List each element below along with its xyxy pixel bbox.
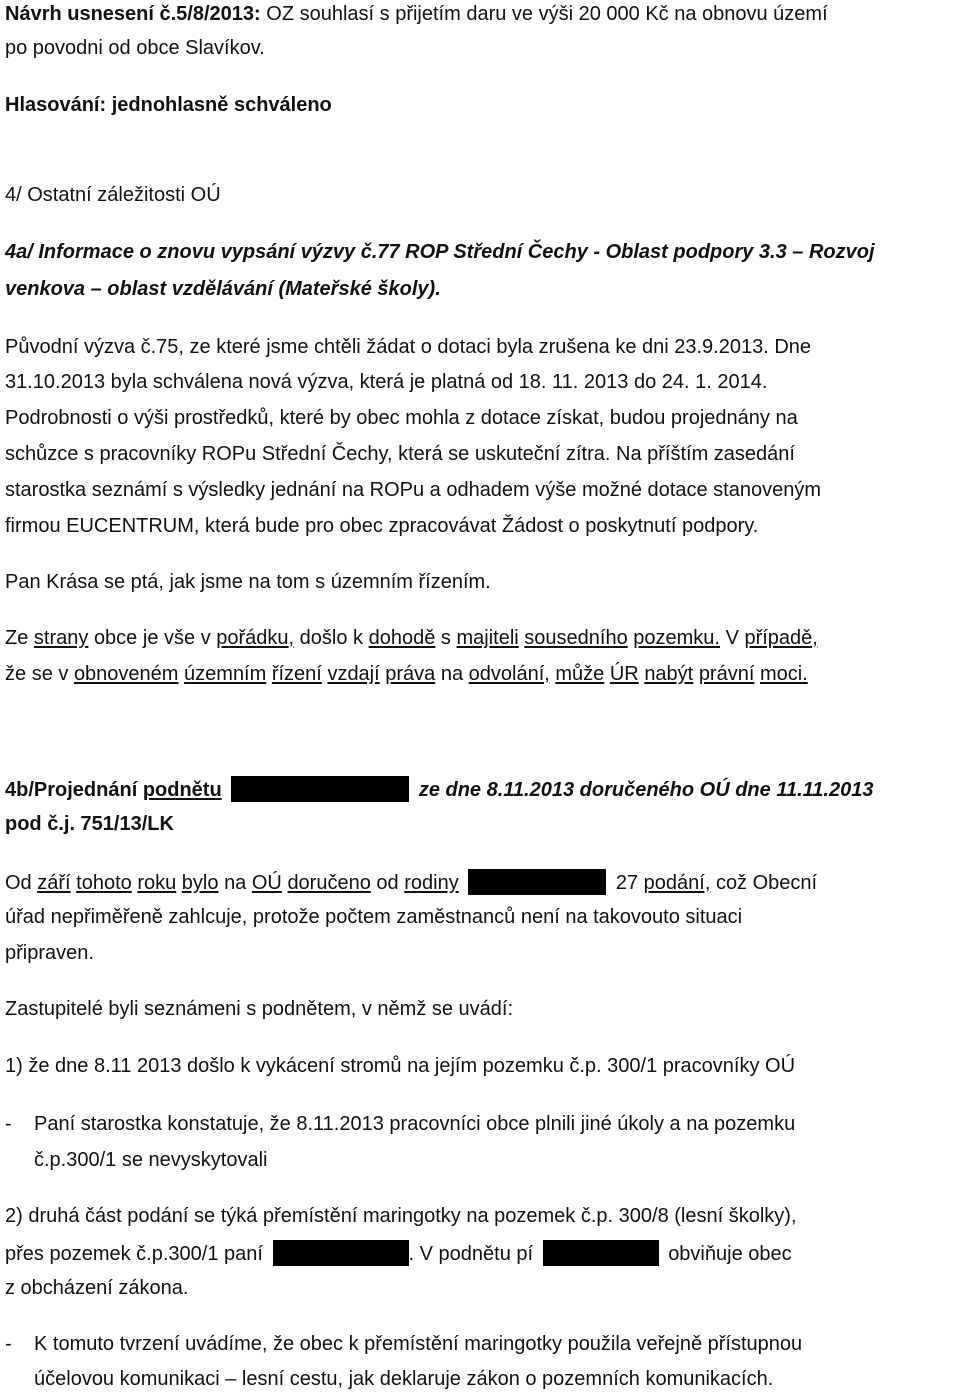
underlined-word: případě, xyxy=(744,627,818,649)
paragraph-line: Původní výzva č.75, ze které jsme chtěli žádat o dotaci byla zrušena ke dni 23.9.2013. Dne xyxy=(5,336,812,358)
resolution-label: Návrh usnesení č.5/8/2013: xyxy=(5,3,261,25)
dash-marker: - xyxy=(5,1333,12,1355)
underlined-word: práva xyxy=(385,663,436,685)
underlined-word: odvolání, xyxy=(468,663,550,685)
underlined-word: září xyxy=(37,872,71,894)
underlined-word: právní xyxy=(698,663,755,685)
underlined-word: územním xyxy=(184,663,267,685)
underlined-word: sousedního xyxy=(524,627,628,649)
paragraph-line xyxy=(5,869,817,895)
redaction-block xyxy=(231,776,409,802)
dash-item-line: Paní starostka konstatuje, že 8.11.2013 pracovníci obce plnili jiné úkoly a na pozemku xyxy=(34,1113,796,1135)
redaction-block xyxy=(543,1240,659,1266)
redaction-block xyxy=(273,1240,409,1266)
section-4a-heading-line-2: venkova – oblast vzdělávání (Mateřské školy). xyxy=(5,278,441,300)
underlined-word: obnoveném xyxy=(73,663,179,685)
resolution-text: OZ souhlasí s přijetím daru ve výši 20 000 Kč na obnovu území xyxy=(260,3,828,25)
underlined-word: pořádku, xyxy=(216,627,295,649)
section-4b-heading-start: 4b/Projednání podnětu xyxy=(5,779,222,801)
underlined-word: moci. xyxy=(759,663,808,685)
paragraph-line: starostka seznámí s výsledky jednání na ROPu a odhadem výše možné dotace stanoveným xyxy=(5,479,821,501)
vote-result: Hlasování: jednohlasně schváleno xyxy=(5,94,332,116)
underlined-word: ÚR xyxy=(609,663,639,685)
section-4a-heading-line-1: 4a/ Informace o znovu vypsání výzvy č.77 ROP Střední Čechy - Oblast podpory 3.3 – Rozvoj xyxy=(5,241,875,263)
paragraph-line: firmou EUCENTRUM, která bude pro obec zpracovávat Žádost o poskytnutí podpory. xyxy=(5,515,759,537)
underlined-word: tohoto xyxy=(76,872,132,894)
paragraph-line: Zastupitelé byli seznámeni s podnětem, v němž se uvádí: xyxy=(5,998,514,1020)
underlined-word: podání, xyxy=(643,872,711,894)
paragraph-line: připraven. xyxy=(5,942,94,964)
redaction-block xyxy=(468,869,606,895)
paragraph-line: 31.10.2013 byla schválena nová výzva, která je platná od 18. 11. 2013 do 24. 1. 2014. xyxy=(5,371,768,393)
resolution-line-1 xyxy=(5,2,828,26)
dash-marker: - xyxy=(5,1113,12,1135)
underlined-word: strany xyxy=(33,627,89,649)
underlined-word: podnětu xyxy=(142,779,222,801)
underlined-word: nabýt xyxy=(644,663,694,685)
underlined-word: majiteli xyxy=(456,627,519,649)
text-span: Od září tohoto roku bylo na OÚ doručeno od rodiny xyxy=(5,872,459,894)
section-4b-heading-line-1 xyxy=(5,776,873,802)
list-item-2-line: 2) druhá část podání se týká přemístění maringotky na pozemek č.p. 300/8 (lesní školky), xyxy=(5,1205,797,1227)
section-4-heading: 4/ Ostatní záležitosti OÚ xyxy=(5,184,221,206)
paragraph-line: že se v obnoveném územním řízení vzdají práva na odvolání, může ÚR nabýt právní moci. xyxy=(5,663,808,685)
section-4b-heading-line-2: pod č.j. 751/13/LK xyxy=(5,813,174,835)
underlined-word: bylo xyxy=(181,872,219,894)
list-item-1: 1) že dne 8.11 2013 došlo k vykácení stromů na jejím pozemku č.p. 300/1 pracovníky OÚ xyxy=(5,1055,796,1077)
underlined-word: vzdají xyxy=(327,663,380,685)
list-item-2-line: z obcházení zákona. xyxy=(5,1277,189,1299)
resolution-line-2: po povodni od obce Slavíkov. xyxy=(5,37,265,59)
question-paragraph: Pan Krása se ptá, jak jsme na tom s územním řízením. xyxy=(5,571,491,593)
underlined-word: roku xyxy=(137,872,177,894)
paragraph-line: úřad nepřiměřeně zahlcuje, protože počtem zaměstnanců není na takovouto situaci xyxy=(5,906,743,928)
underlined-word: dohodě xyxy=(368,627,436,649)
underlined-word: OÚ xyxy=(251,872,282,894)
dash-item-line: č.p.300/1 se nevyskytovali xyxy=(34,1149,268,1171)
paragraph-line: schůzce s pracovníky ROPu Střední Čechy, která se uskuteční zítra. Na příštím zasedání xyxy=(5,443,795,465)
underlined-word: může xyxy=(555,663,605,685)
underlined-word: doručeno xyxy=(287,872,371,894)
list-item-2-line xyxy=(5,1240,792,1266)
paragraph-line: Podrobnosti o výši prostředků, které by obec mohla z dotace získat, budou projednány na xyxy=(5,407,798,429)
text-span: 27 podání, což Obecní xyxy=(615,872,818,894)
text-span: . V podnětu pí xyxy=(408,1243,534,1265)
text-span: přes pozemek č.p.300/1 paní xyxy=(5,1243,263,1265)
text-span: obviňuje obec xyxy=(668,1243,792,1265)
paragraph-line: Ze strany obce je vše v pořádku, došlo k dohodě s majiteli sousedního pozemku. V případě, xyxy=(5,627,818,649)
underlined-word: řízení xyxy=(271,663,322,685)
section-4b-heading-end: ze dne 8.11.2013 doručeného OÚ dne 11.11.2013 xyxy=(418,779,874,801)
dash-item-line: K tomuto tvrzení uvádíme, že obec k přemístění maringotky použila veřejně přístupnou xyxy=(34,1333,803,1355)
underlined-word: rodiny xyxy=(404,872,459,894)
dash-item-line: účelovou komunikaci – lesní cestu, jak deklaruje zákon o pozemních komunikacích. xyxy=(34,1368,774,1390)
underlined-word: pozemku. xyxy=(633,627,720,649)
